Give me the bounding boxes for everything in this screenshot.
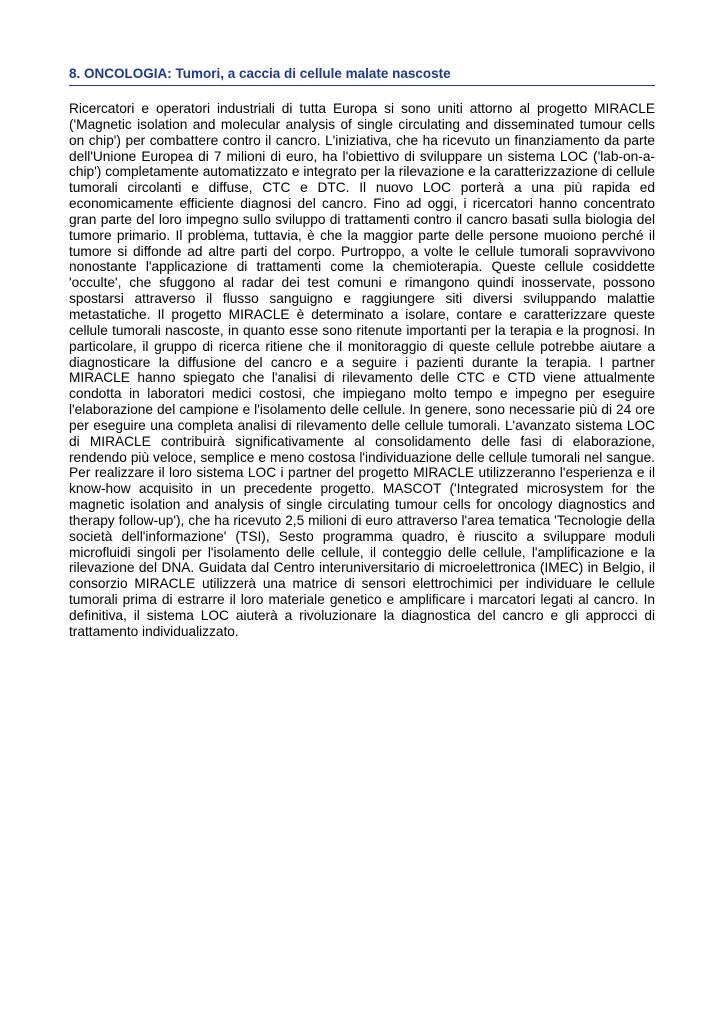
article-heading: 8. ONCOLOGIA: Tumori, a caccia di cellule malate nascoste (69, 64, 655, 86)
document-page (69, 64, 655, 640)
article-body-paragraph: Ricercatori e operatori industriali di tutta Europa si sono uniti attorno al progetto MIRACLE ('Magnetic isolation and molecular analysis of single circulating and disseminated tumour cells on chip') per combattere contro il cancro. L'iniziativa, che ha ricevuto un finanziamento da parte dell'Unione Europea di 7 milioni di euro, ha l'obiettivo di sviluppare un sistema LOC ('lab-on-a-chip') completamente automatizzato e integrato per la rilevazione e la caratterizzazione di cellule tumorali circolanti e diffuse, CTC e DTC. Il nuovo LOC porterà a una più rapida ed economicamente efficiente diagnosi del cancro. Fino ad oggi, i ricercatori hanno concentrato gran parte del loro impegno sullo sviluppo di trattamenti contro il cancro basati sulla biologia del tumore primario. Il problema, tuttavia, è che la maggior parte delle persone muoiono perché il tumore si diffonde ad altre parti del corpo. Purtroppo, a volte le cellule tumorali sopravvivono nonostante l'applicazione di trattamenti come la chemioterapia. Queste cellule cosiddette 'occulte', che sfuggono al radar dei test comuni e rimangono quindi inosservate, possono spostarsi attraverso il flusso sanguigno e raggiungere siti diversi sviluppando malattie metastatiche. Il progetto MIRACLE è determinato a isolare, contare e caratterizzare queste cellule tumorali nascoste, in quanto esse sono ritenute importanti per la terapia e la prognosi. In particolare, il gruppo di ricerca ritiene che il monitoraggio di queste cellule potrebbe aiutare a diagnosticare la diffusione del cancro e a seguire i pazienti durante la terapia. I partner MIRACLE hanno spiegato che l'analisi di rilevamento delle CTC e CTD viene attualmente condotta in laboratori medici costosi, che impiegano molto tempo e impegno per eseguire l'elaborazione del campione e l'isolamento delle cellule. In genere, sono necessarie più di 24 ore per eseguire una completa analisi di rilevamento delle cellule tumorali. L'avanzato sistema LOC di MIRACLE contribuirà significativamente al consolidamento delle fasi di elaborazione, rendendo più veloce, semplice e meno costosa l'individuazione delle cellule tumorali nel sangue. Per realizzare il loro sistema LOC i partner del progetto MIRACLE utilizzeranno l'esperienza e il know-how acquisito in un precedente progetto. MASCOT ('Integrated microsystem for the magnetic isolation and analysis of single circulating tumour cells for oncology diagnostics and therapy follow-up'), che ha ricevuto 2,5 milioni di euro attraverso l'area tematica 'Tecnologie della società dell'informazione' (TSI), Sesto programma quadro, è riuscito a sviluppare moduli microfluidi singoli per l'isolamento delle cellule, il conteggio delle cellule, l'amplificazione e la rilevazione del DNA. Guidata dal Centro interuniversitario di microelettronica (IMEC) in Belgio, il consorzio MIRACLE utilizzerà una matrice di sensori elettrochimici per individuare le cellule tumorali prima di estrarre il loro materiale genetico e amplificare i marcatori legati al cancro. In definitiva, il sistema LOC aiuterà a rivoluzionare la diagnostica del cancro e gli approcci di trattamento individualizzato. (69, 101, 655, 639)
